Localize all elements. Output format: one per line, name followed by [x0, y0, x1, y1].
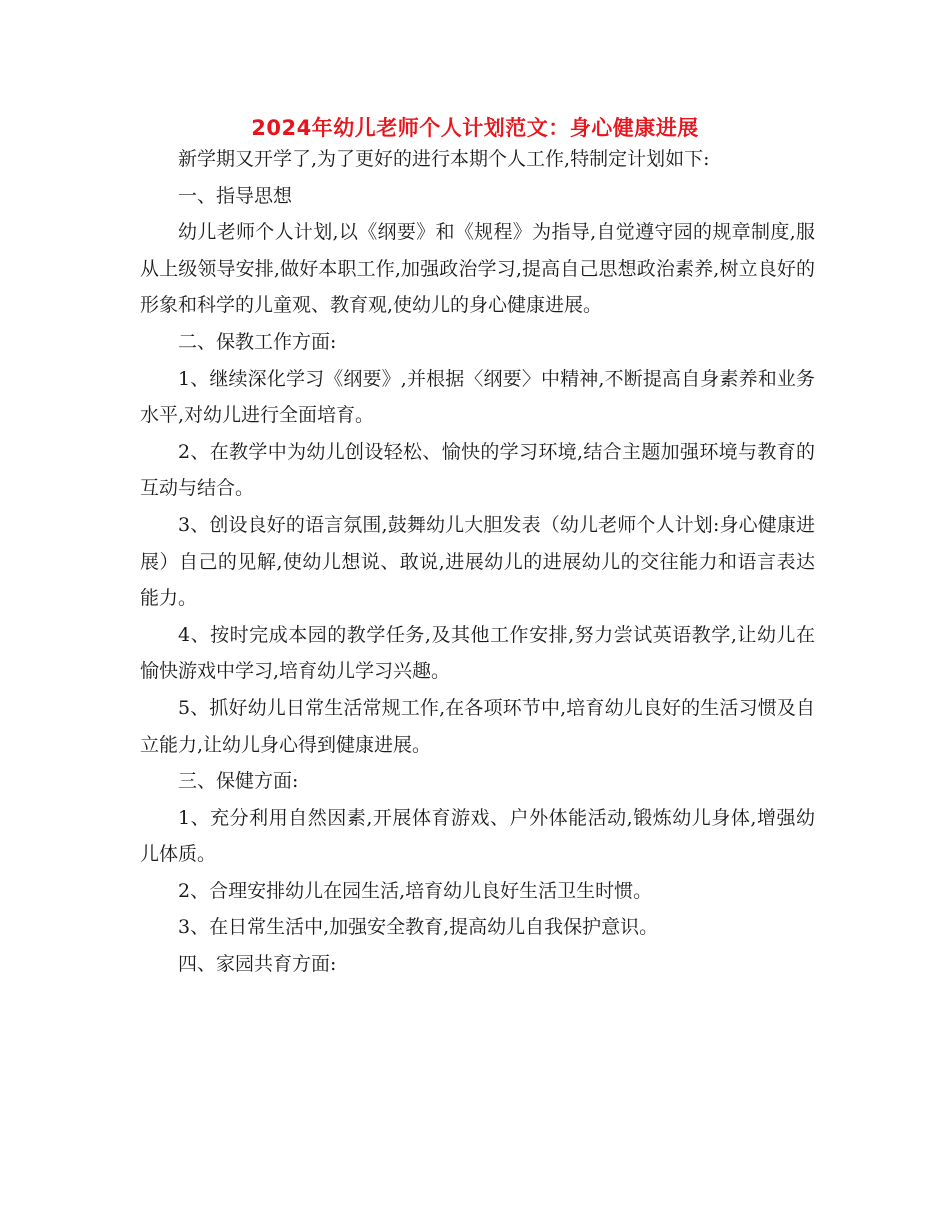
list-item-education-3: 3、创设良好的语言氛围,鼓舞幼儿大胆发表（幼儿老师个人计划:身心健康进展）自己的见解,使幼儿想说、敢说,进展幼儿的进展幼儿的交往能力和语言表达能力。: [140, 513, 815, 610]
list-item-education-4: 4、按时完成本园的教学任务,及其他工作安排,努力尝试英语教学,让幼儿在愉快游戏中学习,培育幼儿学习兴趣。: [140, 623, 815, 683]
paragraph-guiding-ideology: 幼儿老师个人计划,以《纲要》和《规程》为指导,自觉遵守园的规章制度,服从上级领导安排,做好本职工作,加强政治学习,提高自己思想政治素养,树立良好的形象和科学的儿童观、教育观,使幼儿的身心健康进展。: [140, 221, 815, 317]
list-item-health-3: 3、在日常生活中,加强安全教育,提高幼儿自我保护意识。: [178, 916, 659, 939]
section-heading-home-school: 四、家园共育方面:: [178, 953, 337, 976]
list-item-health-1: 1、充分利用自然因素,开展体育游戏、户外体能活动,锻炼幼儿身体,增强幼儿体质。: [140, 806, 815, 866]
section-heading-guiding-ideology: 一、指导思想: [178, 184, 293, 207]
list-item-education-5: 5、抓好幼儿日常生活常规工作,在各项环节中,培育幼儿良好的生活习惯及自立能力,让幼儿身心得到健康进展。: [140, 696, 815, 756]
section-heading-education-work: 二、保教工作方面:: [178, 330, 337, 353]
list-item-education-1: 1、继续深化学习《纲要》,并根据〈纲要〉中精神,不断提高自身素养和业务水平,对幼儿进行全面培育。: [140, 367, 815, 427]
document-title: 2024年幼儿老师个人计划范文：身心健康进展: [251, 116, 699, 140]
list-item-education-2: 2、在教学中为幼儿创设轻松、愉快的学习环境,结合主题加强环境与教育的互动与结合。: [140, 440, 815, 500]
list-item-health-2: 2、合理安排幼儿在园生活,培育幼儿良好生活卫生时惯。: [178, 879, 653, 902]
section-heading-health-care: 三、保健方面:: [178, 770, 299, 793]
intro-paragraph: 新学期又开学了,为了更好的进行本期个人工作,特制定计划如下:: [178, 148, 710, 170]
document-body: [140, 141, 815, 983]
